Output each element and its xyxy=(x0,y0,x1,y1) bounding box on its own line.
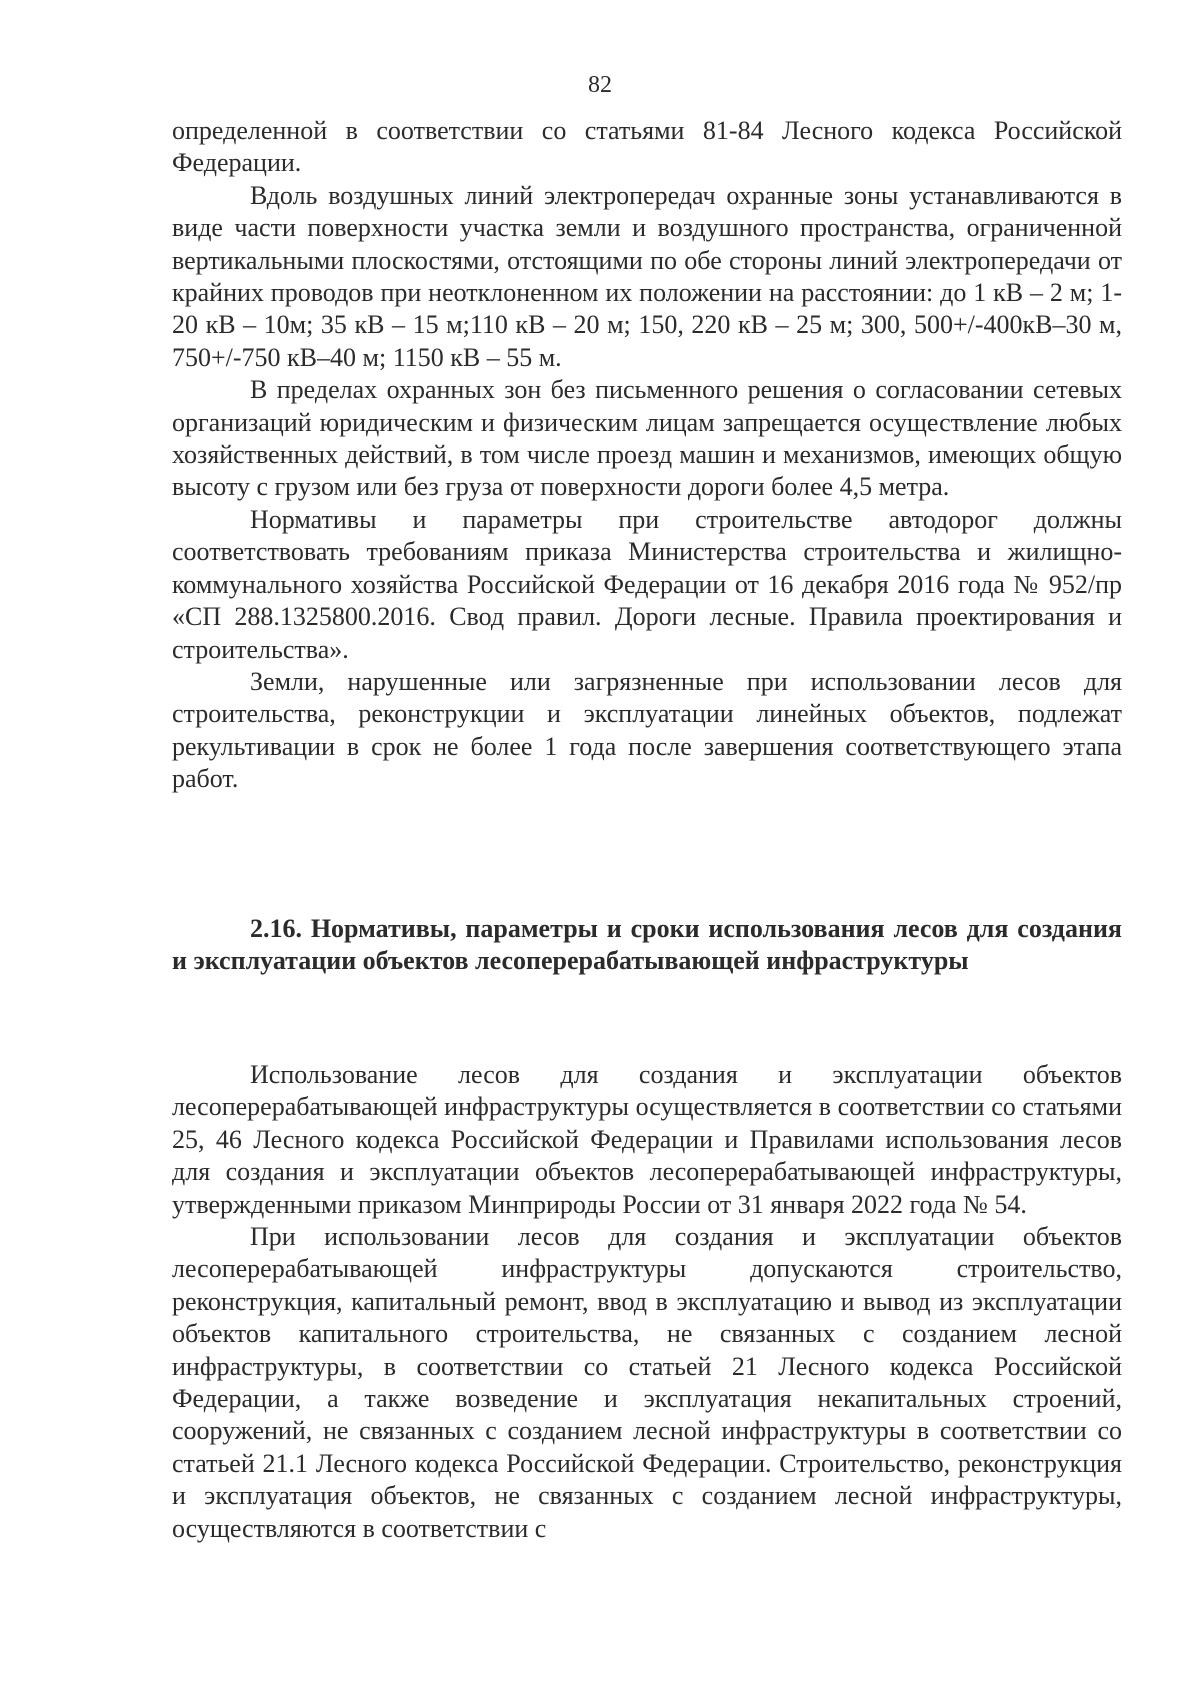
paragraph-protected-zone-restrictions: В пределах охранных зон без письменного решения о согласовании сетевых организаций юридическим и физическим лицам запрещается осуществление любых хозяйственных действий, в том числе проезд машин и механизмов, имеющих общую высоту с грузом или без груза от поверхности дороги более 4,5 метра. xyxy=(172,375,1122,502)
section-heading-block xyxy=(172,913,1122,977)
paragraph-forest-use-basis: Использование лесов для создания и эксплуатации объектов лесоперерабатывающей инфраструктуры осуществляется в соответствии со статьями 25, 46 Лесного кодекса Российской Федерации и Правилами использования лесов для создания и эксплуатации объектов лесоперерабатывающей инфраструктуры, утвержденными приказом Минприроды России от 31 января 2022 года № 54. xyxy=(172,1060,1122,1219)
body-text-top xyxy=(172,115,1122,796)
paragraph-continuation: определенной в соответствии со статьями 81-84 Лесного кодекса Российской Федерации. xyxy=(172,116,1122,178)
paragraph-power-lines-zones: Вдоль воздушных линий электропередач охранные зоны устанавливаются в виде части поверхности участка земли и воздушного пространства, ограниченной вертикальными плоскостями, отстоящими по обе стороны линий электропередачи от крайних проводов при неотклоненном их положении на расстоянии: до 1 кВ – 2 м; 1-20 кВ – 10м; 35 кВ – 15 м;110 кВ – 20 м; 150, 220 кВ – 25 м; 300, 500+/-400кВ–30 м, 750+/-750 кВ–40 м; 1150 кВ – 55 м. xyxy=(172,180,1122,372)
paragraph-land-reclamation: Земли, нарушенные или загрязненные при использовании лесов для строительства, реконструкции и эксплуатации линейных объектов, подлежат рекультивации в срок не более 1 года после завершения соответствующего этапа работ. xyxy=(172,666,1122,794)
body-text-bottom xyxy=(172,1059,1122,1545)
paragraph-allowed-construction: При использовании лесов для создания и эксплуатации объектов лесоперерабатывающей инфраструктуры допускаются строительство, реконструкция, капитальный ремонт, ввод в эксплуатацию и вывод из эксплуатации объектов капитального строительства, не связанных с созданием лесной инфраструктуры, в соответствии со статьей 21 Лесного кодекса Российской Федерации, а также возведение и эксплуатация некапитальных строений, сооружений, не связанных с созданием лесной инфраструктуры в соответствии со статьей 21.1 Лесного кодекса Российской Федерации. Строительство, реконструкция и эксплуатация объектов, не связанных с созданием лесной инфраструктуры, осуществляются в соответствии с xyxy=(172,1222,1122,1543)
page-number: 82 xyxy=(588,72,612,98)
section-heading: 2.16. Нормативы, параметры и сроки использования лесов для создания и эксплуатации объектов лесоперерабатывающей инфраструктуры xyxy=(172,914,1122,975)
paragraph-road-standards: Нормативы и параметры при строительстве автодорог должны соответствовать требованиям приказа Министерства строительства и жилищно-коммунального хозяйства Российской Федерации от 16 декабря 2016 года № 952/пр «СП 288.1325800.2016. Свод правил. Дороги лесные. Правила проектирования и строительства». xyxy=(172,504,1122,664)
